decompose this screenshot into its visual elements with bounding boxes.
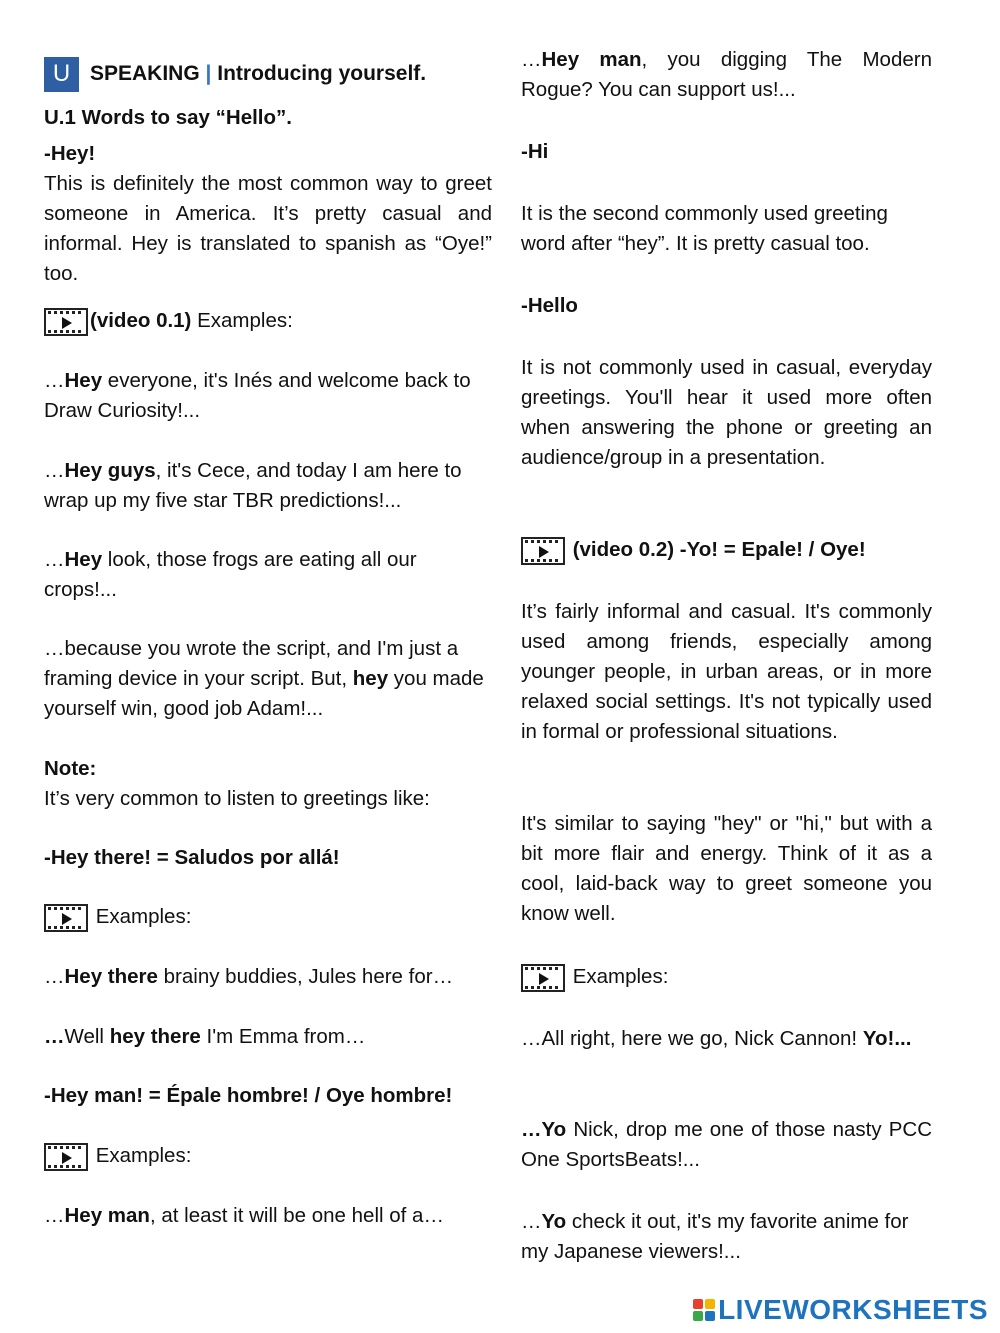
note-text: It’s very common to listen to greetings like: <box>44 787 430 810</box>
example-item: …Hey everyone, it's Inés and welcome back to Draw Curiosity!... <box>44 369 471 422</box>
example-item: …Well hey there I'm Emma from… <box>44 1025 366 1048</box>
yo-description-2: It's similar to saying "hey" or "hi," but with a bit more flair and energy. Think of it as a cool, laid-back way to greet someone you know well. <box>521 812 932 925</box>
video-example-4: (video 0.2) -Yo! = Epale! / Oye! <box>521 535 932 565</box>
example-item: …because you wrote the script, and I'm just a framing device in your script. But, hey you made yourself win, good job Adam!... <box>44 637 484 720</box>
video-icon[interactable] <box>521 537 565 565</box>
hey-heading: -Hey! <box>44 142 96 165</box>
example-item: …Hey man, at least it will be one hell of a… <box>44 1204 444 1227</box>
hello-description: It is not commonly used in casual, everyday greetings. You'll hear it used more often when answering the phone or greeting an audience/group in a presentation. <box>521 356 932 469</box>
example-item: …Hey look, those frogs are eating all our crops!... <box>44 548 417 601</box>
video-icon[interactable] <box>44 904 88 932</box>
video-icon[interactable] <box>521 964 565 992</box>
hello-heading: -Hello <box>521 294 578 317</box>
video-example-3: Examples: <box>44 1141 492 1171</box>
hi-heading: -Hi <box>521 140 549 163</box>
logo-text: LIVEWORKSHEETS <box>718 1294 988 1325</box>
example-item: …All right, here we go, Nick Cannon! Yo!... <box>521 1027 912 1050</box>
video-icon[interactable] <box>44 1143 88 1171</box>
video-example-5: Examples: <box>521 962 932 992</box>
header-title: SPEAKING | Introducing yourself. <box>90 62 427 85</box>
hey-description: This is definitely the most common way to greet someone in America. It’s pretty casual and informal. Hey is translated to spanish as “Oye!” too. <box>44 172 492 285</box>
hey-there-heading: -Hey there! = Saludos por allá! <box>44 846 340 869</box>
example-item: …Yo check it out, it's my favorite anime for my Japanese viewers!... <box>521 1210 909 1263</box>
example-item: …Hey guys, it's Cece, and today I am here to wrap up my five star TBR predictions!... <box>44 459 462 512</box>
example-item: …Hey man, you digging The Modern Rogue? You can support us!... <box>521 48 932 101</box>
logo-icon <box>693 1299 715 1321</box>
video-example-1: (video 0.1) Examples: <box>44 306 492 336</box>
hey-man-heading: -Hey man! = Épale hombre! / Oye hombre! <box>44 1084 453 1107</box>
hi-description: It is the second commonly used greeting word after “hey”. It is pretty casual too. <box>521 202 888 255</box>
video-icon[interactable] <box>44 308 88 336</box>
note-heading: Note: <box>44 757 97 780</box>
section-subtitle: U.1 Words to say “Hello”. <box>44 106 292 129</box>
example-item: …Yo Nick, drop me one of those nasty PCC One SportsBeats!... <box>521 1118 932 1171</box>
yo-description: It’s fairly informal and casual. It's commonly used among friends, especially among younger people, in urban areas, or in more relaxed social settings. It's not typically used in formal or professional situations. <box>521 600 932 743</box>
example-item: …Hey there brainy buddies, Jules here for… <box>44 965 454 988</box>
section-header <box>44 56 426 92</box>
liveworksheets-logo[interactable] <box>693 1293 988 1327</box>
unit-badge: U <box>44 57 79 92</box>
video-example-2: Examples: <box>44 902 492 932</box>
